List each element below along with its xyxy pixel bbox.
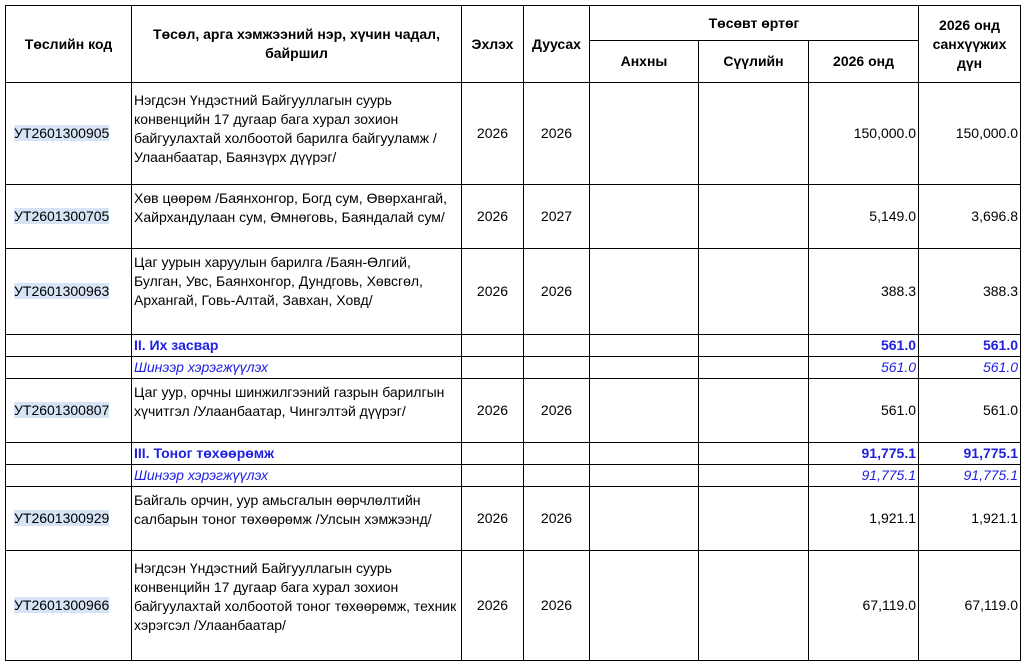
subsection-row [6,357,1021,379]
initial-cost [590,379,699,443]
initial-cost [590,357,699,379]
cost-2026: 5,149.0 [809,185,919,249]
cost-2026: 91,775.1 [809,465,919,487]
cost-2026: 561.0 [809,335,919,357]
financing-2026: 561.0 [919,335,1021,357]
header-code: Төслийн код [6,6,132,83]
initial-cost [590,551,699,661]
project-code [6,465,132,487]
project-code: УТ2601300963 [6,249,132,335]
project-name: Байгаль орчин, уур амьсгалын өөрчлөлтийн салбарын тоног төхөөрөмж /Улсын хэмжээнд/ [132,487,462,551]
header-budget: Төсөвт өртөг [590,6,919,41]
end-year: 2026 [524,551,590,661]
cost-2026: 1,921.1 [809,487,919,551]
start-year: 2026 [462,249,524,335]
initial-cost [590,83,699,185]
cost-2026: 561.0 [809,357,919,379]
table-row [6,379,1021,443]
final-cost [699,357,809,379]
start-year: 2026 [462,379,524,443]
initial-cost [590,335,699,357]
start-year: 2026 [462,83,524,185]
header-2026: 2026 онд [809,41,919,83]
header-name: Төсөл, арга хэмжээний нэр, хүчин чадал, байршил [132,6,462,83]
project-name: Нэгдсэн Үндэстний Байгууллагын суурь конвенцийн 17 дугаар бага хурал зохион байгуулахтай холбоотой тоног төхөөрөмж, техник хэрэгсэл /Улаанбаатар/ [132,551,462,661]
final-cost [699,551,809,661]
final-cost [699,443,809,465]
start-year [462,465,524,487]
table-row [6,551,1021,661]
table-row [6,185,1021,249]
start-year [462,335,524,357]
end-year: 2026 [524,487,590,551]
section-row [6,335,1021,357]
financing-2026: 561.0 [919,379,1021,443]
header-final: Сүүлийн [699,41,809,83]
subsection-title: Шинээр хэрэгжүүлэх [132,357,462,379]
section-title: II. Их засвар [132,335,462,357]
header-initial: Анхны [590,41,699,83]
header-end: Дуусах [524,6,590,83]
financing-2026: 388.3 [919,249,1021,335]
cost-2026: 388.3 [809,249,919,335]
project-code: УТ2601300905 [6,83,132,185]
financing-2026: 91,775.1 [919,465,1021,487]
project-code [6,443,132,465]
financing-2026: 91,775.1 [919,443,1021,465]
start-year [462,357,524,379]
start-year: 2026 [462,551,524,661]
project-code: УТ2601300807 [6,379,132,443]
table-row [6,487,1021,551]
start-year: 2026 [462,487,524,551]
subsection-row [6,465,1021,487]
financing-2026: 3,696.8 [919,185,1021,249]
financing-2026: 150,000.0 [919,83,1021,185]
financing-2026: 1,921.1 [919,487,1021,551]
table-row [6,249,1021,335]
initial-cost [590,249,699,335]
section-row [6,443,1021,465]
initial-cost [590,465,699,487]
project-name: Хөв цөөрөм /Баянхонгор, Богд сум, Өвөрхангай, Хайрхандулаан сум, Өмнөговь, Баяндалай сум/ [132,185,462,249]
start-year [462,443,524,465]
financing-2026: 67,119.0 [919,551,1021,661]
project-code [6,357,132,379]
financing-2026: 561.0 [919,357,1021,379]
subsection-title: Шинээр хэрэгжүүлэх [132,465,462,487]
final-cost [699,487,809,551]
budget-table [5,5,1021,661]
initial-cost [590,487,699,551]
initial-cost [590,443,699,465]
start-year: 2026 [462,185,524,249]
section-title: III. Тоног төхөөрөмж [132,443,462,465]
final-cost [699,185,809,249]
end-year: 2027 [524,185,590,249]
cost-2026: 67,119.0 [809,551,919,661]
cost-2026: 91,775.1 [809,443,919,465]
header-start: Эхлэх [462,6,524,83]
final-cost [699,83,809,185]
end-year [524,357,590,379]
project-code: УТ2601300966 [6,551,132,661]
header-financing: 2026 онд санхүүжих дүн [919,6,1021,83]
project-name: Цаг уур, орчны шинжилгээний газрын барилгын хүчитгэл /Улаанбаатар, Чингэлтэй дүүрэг/ [132,379,462,443]
project-code: УТ2601300705 [6,185,132,249]
table-row [6,83,1021,185]
cost-2026: 150,000.0 [809,83,919,185]
project-code: УТ2601300929 [6,487,132,551]
final-cost [699,335,809,357]
final-cost [699,379,809,443]
end-year [524,335,590,357]
end-year [524,465,590,487]
cost-2026: 561.0 [809,379,919,443]
end-year: 2026 [524,379,590,443]
final-cost [699,465,809,487]
end-year: 2026 [524,249,590,335]
final-cost [699,249,809,335]
initial-cost [590,185,699,249]
end-year [524,443,590,465]
project-name: Нэгдсэн Үндэстний Байгууллагын суурь конвенцийн 17 дугаар бага хурал зохион байгуулахтай холбоотой барилга байгууламж /Улаанбаатар, Баянзүрх дүүрэг/ [132,83,462,185]
end-year: 2026 [524,83,590,185]
project-code [6,335,132,357]
project-name: Цаг уурын харуулын барилга /Баян-Өлгий, Булган, Увс, Баянхонгор, Дундговь, Хөвсгөл, Архангай, Говь-Алтай, Завхан, Ховд/ [132,249,462,335]
